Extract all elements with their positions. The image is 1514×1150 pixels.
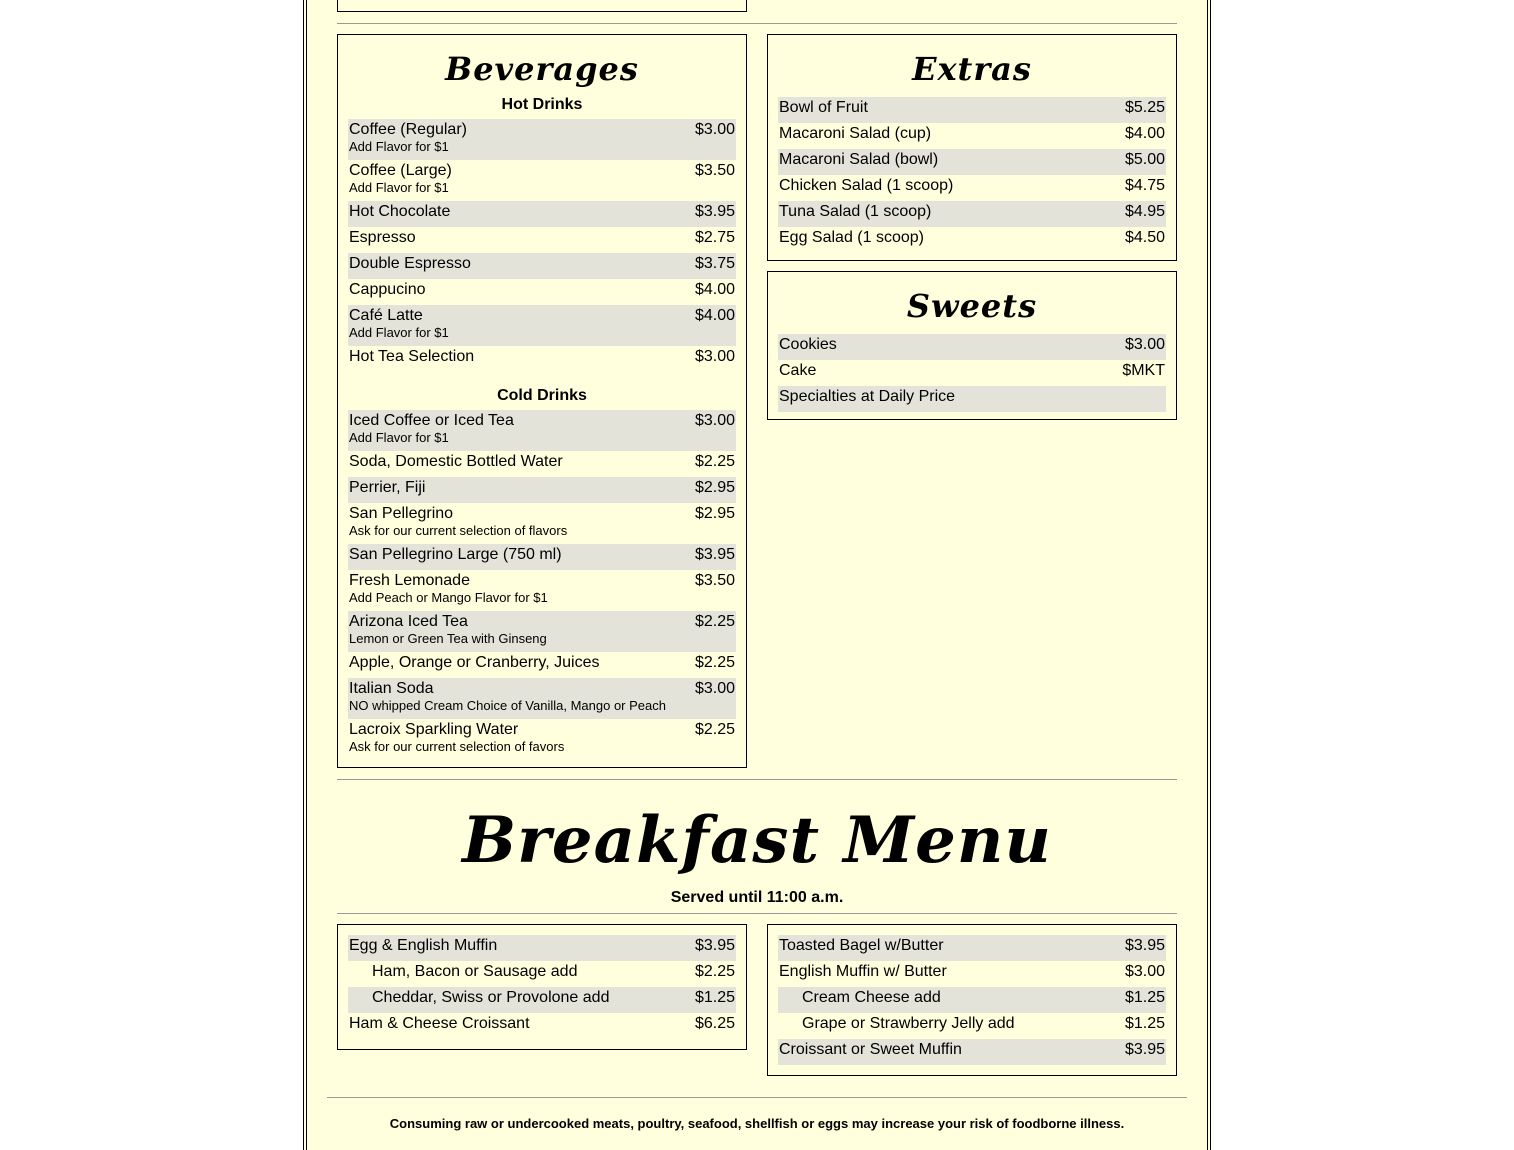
breakfast-left-section (337, 924, 747, 1050)
menu-item-row (778, 987, 1166, 1013)
menu-item-label: Coffee (Large) (349, 162, 452, 179)
menu-item-price: $MKT (1122, 362, 1165, 379)
menu-item-row (778, 1013, 1166, 1039)
menu-item-note: Ask for our current selection of flavors (349, 523, 568, 538)
menu-item-name (779, 1041, 1117, 1059)
menu-item-note: Add Peach or Mango Flavor for $1 (349, 590, 548, 605)
menu-item-row (348, 935, 736, 961)
menu-item-name (779, 1015, 1117, 1033)
menu-item-label: Cake (779, 362, 817, 379)
cold-drinks-title: Cold Drinks (497, 387, 587, 404)
cold-drinks-list (348, 410, 736, 760)
menu-item-row (778, 149, 1166, 175)
extras-title: Extras (912, 50, 1032, 88)
menu-item-label: Double Espresso (349, 255, 471, 272)
menu-item-label: Ham, Bacon or Sausage add (372, 963, 578, 980)
menu-item-label: Cappucino (349, 281, 426, 298)
menu-item-label: Italian Soda (349, 680, 434, 697)
menu-item-note: NO whipped Cream Choice of Vanilla, Mango or Peach (349, 698, 666, 713)
menu-item-label: Egg Salad (1 scoop) (779, 229, 924, 246)
menu-item-name (349, 479, 687, 497)
menu-item-row (778, 123, 1166, 149)
menu-item-name (779, 989, 1117, 1007)
menu-item-name (779, 388, 1157, 406)
menu-item-name (349, 281, 687, 299)
menu-item-price: $1.25 (1124, 989, 1165, 1006)
menu-item-name (349, 546, 687, 564)
menu-item-row (348, 611, 736, 652)
divider (327, 1097, 1187, 1098)
menu-item-name (349, 654, 687, 672)
menu-item-price: $3.00 (694, 121, 735, 138)
menu-item-price: $1.25 (694, 989, 735, 1006)
divider (337, 23, 1177, 24)
menu-item-row (348, 652, 736, 678)
menu-item-label: Coffee (Regular) (349, 121, 467, 138)
food-safety-disclaimer: Consuming raw or undercooked meats, poultry, seafood, shellfish or eggs may increase your risk of foodborne illness. (389, 1116, 1125, 1131)
menu-item-label: Ham & Cheese Croissant (349, 1015, 530, 1032)
menu-item-label: Perrier, Fiji (349, 479, 426, 496)
menu-item-price: $3.95 (694, 546, 735, 563)
menu-item-price: $3.50 (694, 162, 735, 179)
menu-item-name (779, 151, 1117, 169)
menu-item-price: $3.00 (694, 348, 735, 365)
menu-item-row (348, 503, 736, 544)
menu-item-row (778, 97, 1166, 123)
menu-item-label: Soda, Domestic Bottled Water (349, 453, 563, 470)
divider (337, 779, 1177, 780)
menu-item-label: Macaroni Salad (cup) (779, 125, 932, 142)
hot-drinks-list (348, 119, 736, 372)
menu-item-price: $3.50 (694, 572, 735, 589)
menu-item-price: $2.25 (694, 654, 735, 671)
menu-item-name (349, 937, 687, 955)
menu-item-price: $2.95 (694, 505, 735, 522)
menu-item-price: $3.00 (694, 412, 735, 429)
sweets-list (778, 330, 1166, 412)
menu-item-row (348, 346, 736, 372)
menu-item-name (349, 203, 687, 221)
menu-item-price: $3.95 (694, 203, 735, 220)
menu-item-label: Specialties at Daily Price (779, 388, 956, 405)
menu-item-name (349, 412, 687, 445)
menu-item-label: Iced Coffee or Iced Tea (349, 412, 514, 429)
menu-item-row (348, 160, 736, 201)
menu-item-label: Arizona Iced Tea (349, 613, 468, 630)
menu-item-price: $4.75 (1124, 177, 1165, 194)
menu-item-row (778, 386, 1166, 412)
menu-item-row (348, 410, 736, 451)
menu-item-row (348, 451, 736, 477)
menu-item-price: $2.75 (694, 229, 735, 246)
menu-item-label: Cookies (779, 336, 837, 353)
menu-item-note: Lemon or Green Tea with Ginseng (349, 631, 547, 646)
menu-item-label: Bowl of Fruit (779, 99, 868, 116)
menu-item-price: $5.25 (1124, 99, 1165, 116)
breakfast-right-list (778, 935, 1166, 1065)
menu-item-label: Tuna Salad (1 scoop) (779, 203, 932, 220)
menu-item-row (348, 961, 736, 987)
menu-item-row (348, 119, 736, 160)
menu-item-label: Hot Chocolate (349, 203, 451, 220)
menu-item-name (779, 125, 1117, 143)
menu-item-label: Cheddar, Swiss or Provolone add (372, 989, 610, 1006)
menu-item-name (349, 348, 687, 366)
menu-item-row (348, 279, 736, 305)
menu-item-name (779, 937, 1117, 955)
menu-item-row (778, 334, 1166, 360)
menu-item-name (779, 99, 1117, 117)
menu-item-row (778, 360, 1166, 386)
menu-item-price: $3.95 (1124, 1041, 1165, 1058)
menu-item-row (348, 201, 736, 227)
menu-item-name (779, 203, 1117, 221)
menu-item-row (778, 961, 1166, 987)
menu-item-name (349, 121, 687, 154)
breakfast-menu-title: Breakfast Menu (462, 803, 1052, 878)
breakfast-right-section (767, 924, 1177, 1076)
previous-section-box (337, 0, 747, 12)
menu-item-label: Grape or Strawberry Jelly add (802, 1015, 1015, 1032)
menu-item-name (349, 680, 687, 713)
menu-item-note: Add Flavor for $1 (349, 139, 449, 154)
menu-item-row (348, 477, 736, 503)
menu-item-row (348, 227, 736, 253)
menu-item-price: $4.95 (1124, 203, 1165, 220)
menu-item-price: $3.00 (1124, 336, 1165, 353)
beverages-title: Beverages (445, 50, 639, 88)
menu-item-label: San Pellegrino Large (750 ml) (349, 546, 562, 563)
menu-item-note: Ask for our current selection of favors (349, 739, 565, 754)
menu-item-price: $2.25 (694, 721, 735, 738)
menu-item-price: $3.00 (1124, 963, 1165, 980)
menu-item-row (348, 1013, 736, 1039)
menu-item-row (348, 719, 736, 760)
menu-item-label: Macaroni Salad (bowl) (779, 151, 939, 168)
menu-item-price: $2.25 (694, 613, 735, 630)
menu-item-label: Lacroix Sparkling Water (349, 721, 519, 738)
menu-item-name (349, 162, 687, 195)
menu-item-row (778, 175, 1166, 201)
menu-item-price: $2.95 (694, 479, 735, 496)
menu-item-name (349, 963, 687, 981)
menu-item-label: San Pellegrino (349, 505, 454, 522)
menu-item-row (348, 987, 736, 1013)
menu-item-row (778, 935, 1166, 961)
menu-item-label: Cream Cheese add (802, 989, 941, 1006)
menu-item-name (349, 613, 687, 646)
menu-item-name (349, 505, 687, 538)
menu-item-name (779, 336, 1117, 354)
menu-item-name (779, 177, 1117, 195)
menu-item-label: Espresso (349, 229, 416, 246)
divider (337, 913, 1177, 914)
menu-item-price: $5.00 (1124, 151, 1165, 168)
menu-item-label: Café Latte (349, 307, 423, 324)
breakfast-left-list (348, 935, 736, 1039)
menu-item-label: Egg & English Muffin (349, 937, 498, 954)
menu-item-label: Croissant or Sweet Muffin (779, 1041, 962, 1058)
sweets-section (767, 271, 1177, 420)
menu-item-label: Fresh Lemonade (349, 572, 470, 589)
menu-item-row (778, 227, 1166, 253)
menu-item-row (778, 201, 1166, 227)
menu-item-name (349, 307, 687, 340)
menu-item-name (779, 963, 1117, 981)
sweets-title: Sweets (906, 287, 1038, 325)
menu-item-label: Hot Tea Selection (349, 348, 475, 365)
menu-item-row (348, 678, 736, 719)
hot-drinks-title: Hot Drinks (501, 96, 583, 113)
menu-item-label: Chicken Salad (1 scoop) (779, 177, 954, 194)
menu-item-note: Add Flavor for $1 (349, 180, 449, 195)
menu-item-price: $6.25 (694, 1015, 735, 1032)
menu-item-price: $3.95 (1124, 937, 1165, 954)
menu-item-name (779, 229, 1117, 247)
menu-item-note: Add Flavor for $1 (349, 430, 449, 445)
menu-item-price: $2.25 (694, 963, 735, 980)
menu-item-row (348, 305, 736, 346)
menu-item-price: $2.25 (694, 453, 735, 470)
extras-section (767, 34, 1177, 261)
menu-item-price: $3.00 (694, 680, 735, 697)
menu-item-name (349, 572, 687, 605)
menu-item-note: Add Flavor for $1 (349, 325, 449, 340)
menu-item-row (778, 1039, 1166, 1065)
menu-item-row (348, 253, 736, 279)
menu-item-price: $3.95 (694, 937, 735, 954)
menu-item-price: $4.50 (1124, 229, 1165, 246)
menu-item-label: Apple, Orange or Cranberry, Juices (349, 654, 600, 671)
menu-item-name (349, 1015, 687, 1033)
menu-item-name (349, 721, 687, 754)
menu-item-name (779, 362, 1114, 380)
menu-item-price: $1.25 (1124, 1015, 1165, 1032)
menu-item-row (348, 544, 736, 570)
menu-item-price: $4.00 (694, 307, 735, 324)
beverages-section (337, 34, 747, 768)
menu-item-row (348, 570, 736, 611)
menu-item-price: $4.00 (1124, 125, 1165, 142)
menu-item-name (349, 255, 687, 273)
menu-item-price: $3.75 (694, 255, 735, 272)
menu-item-name (349, 229, 687, 247)
menu-item-name (349, 453, 687, 471)
menu-item-price: $4.00 (694, 281, 735, 298)
extras-list (778, 93, 1166, 253)
menu-item-label: Toasted Bagel w/Butter (779, 937, 944, 954)
served-until-note: Served until 11:00 a.m. (670, 889, 844, 906)
menu-item-name (349, 989, 687, 1007)
menu-item-label: English Muffin w/ Butter (779, 963, 947, 980)
